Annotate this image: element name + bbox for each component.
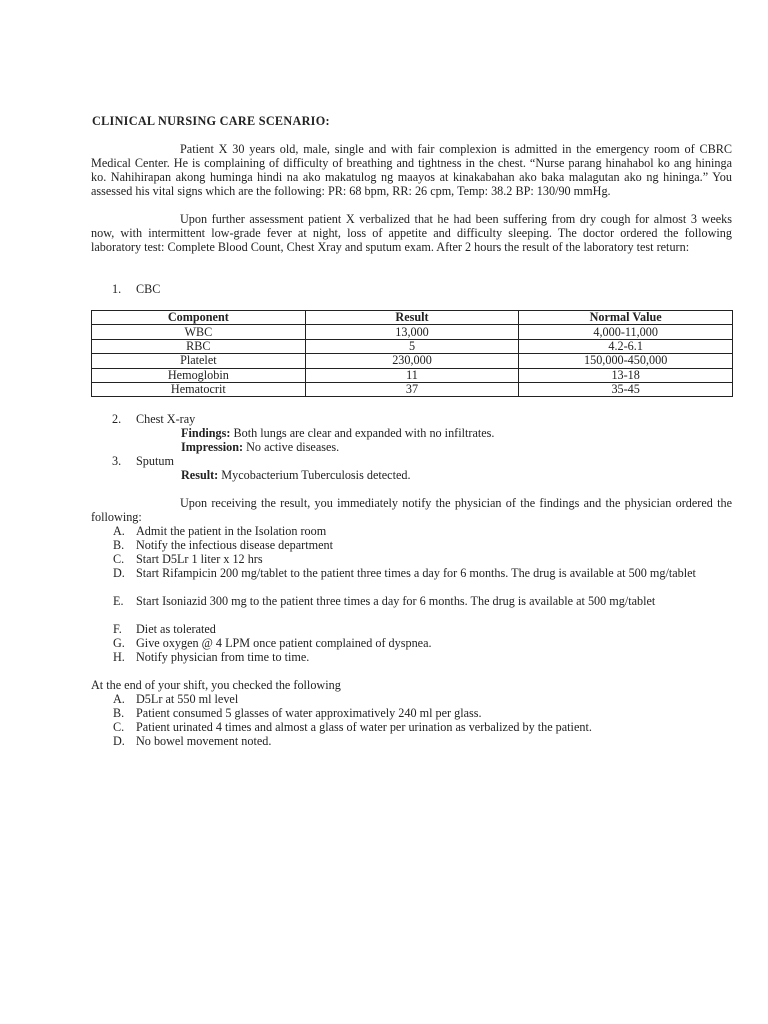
check-item: Patient urinated 4 times and almost a glass of water per urination as verbalized by the patient. [136, 720, 592, 734]
table-cell: WBC [92, 325, 306, 339]
check-letter: B. [113, 706, 125, 720]
table-cell: 35-45 [519, 382, 733, 396]
check-item: No bowel movement noted. [136, 734, 272, 748]
table-cell: Platelet [92, 354, 306, 368]
order-letter: F. [113, 622, 122, 636]
findings-label: Findings: [181, 426, 231, 440]
table-row [92, 368, 733, 382]
table-header-row [92, 311, 733, 325]
test-label-cbc: CBC [136, 282, 161, 296]
table-cell: 230,000 [305, 354, 519, 368]
table-cell: 13,000 [305, 325, 519, 339]
impression-text: No active diseases. [243, 440, 340, 454]
order-item: Start Isoniazid 300 mg to the patient three times a day for 6 months. The drug is available at 500 mg/tablet [136, 594, 656, 608]
test-number: 1. [112, 282, 122, 296]
order-letter: G. [113, 636, 125, 650]
column-header: Normal Value [519, 311, 733, 325]
table-row [92, 325, 733, 339]
table-cell: 150,000-450,000 [519, 354, 733, 368]
order-item: Start D5Lr 1 liter x 12 hrs [136, 552, 263, 566]
table-row [92, 382, 733, 396]
order-letter: C. [113, 552, 125, 566]
order-item: Start Rifampicin 200 mg/tablet to the patient three times a day for 6 months. The drug is available at 500 mg/tablet [136, 566, 696, 580]
paragraph-further-assessment: Upon further assessment patient X verbalized that he had been suffering from dry cough for almost 3 weeks now, with intermittent low-grade fever at night, loss of appetite and difficulty sleeping. The doctor ordered the following laboratory test: Complete Blood Count, Chest Xray and sputum exam. After 2 hours the result of the laboratory test return: [91, 212, 732, 254]
order-letter: A. [113, 524, 125, 538]
xray-impression [181, 440, 339, 454]
test-label-chest-xray: Chest X-ray [136, 412, 196, 426]
check-letter: C. [113, 720, 125, 734]
paragraph-end-of-shift: At the end of your shift, you checked the following [91, 678, 341, 692]
column-header: Component [92, 311, 306, 325]
order-item: Admit the patient in the Isolation room [136, 524, 327, 538]
order-letter: D. [113, 566, 125, 580]
impression-label: Impression: [181, 440, 244, 454]
paragraph-patient-intro: Patient X 30 years old, male, single and with fair complexion is admitted in the emergency room of CBRC Medical Center. He is complaining of difficulty of breathing and tightness in the chest. “Nurse parang hinahabol ko ang hininga ko. Nahihirapan akong huminga hindi na ako makatulog ng maayos at kinakabahan ako baka malagutan ako ng hininga.” You assessed his vital signs which are the following: PR: 68 bpm, RR: 26 cpm, Temp: 38.2 BP: 130/90 mmHg. [91, 142, 732, 198]
order-letter: H. [113, 650, 125, 664]
table-cell: 5 [305, 339, 519, 353]
table-cell: RBC [92, 339, 306, 353]
check-letter: A. [113, 692, 125, 706]
order-item: Notify the infectious disease department [136, 538, 333, 552]
sputum-result [181, 468, 411, 482]
check-letter: D. [113, 734, 125, 748]
findings-text: Both lungs are clear and expanded with no infiltrates. [230, 426, 495, 440]
table-row [92, 354, 733, 368]
order-letter: B. [113, 538, 125, 552]
document-title: CLINICAL NURSING CARE SCENARIO: [92, 114, 330, 128]
xray-findings [181, 426, 494, 440]
cbc-table [91, 310, 733, 397]
order-item: Diet as tolerated [136, 622, 216, 636]
result-label: Result: [181, 468, 219, 482]
table-cell: 37 [305, 382, 519, 396]
test-label-sputum: Sputum [136, 454, 174, 468]
check-item: D5Lr at 550 ml level [136, 692, 239, 706]
result-text: Mycobacterium Tuberculosis detected. [218, 468, 411, 482]
table-cell: 4.2-6.1 [519, 339, 733, 353]
column-header: Result [305, 311, 519, 325]
table-cell: 11 [305, 368, 519, 382]
test-number: 3. [112, 454, 122, 468]
table-cell: Hemoglobin [92, 368, 306, 382]
order-item: Notify physician from time to time. [136, 650, 310, 664]
check-item: Patient consumed 5 glasses of water approximatively 240 ml per glass. [136, 706, 482, 720]
test-number: 2. [112, 412, 122, 426]
table-row [92, 339, 733, 353]
order-item: Give oxygen @ 4 LPM once patient complained of dyspnea. [136, 636, 432, 650]
table-cell: Hematocrit [92, 382, 306, 396]
order-letter: E. [113, 594, 124, 608]
table-cell: 4,000-11,000 [519, 325, 733, 339]
table-cell: 13-18 [519, 368, 733, 382]
paragraph-physician-orders: Upon receiving the result, you immediately notify the physician of the findings and the physician ordered the following: [91, 496, 732, 524]
